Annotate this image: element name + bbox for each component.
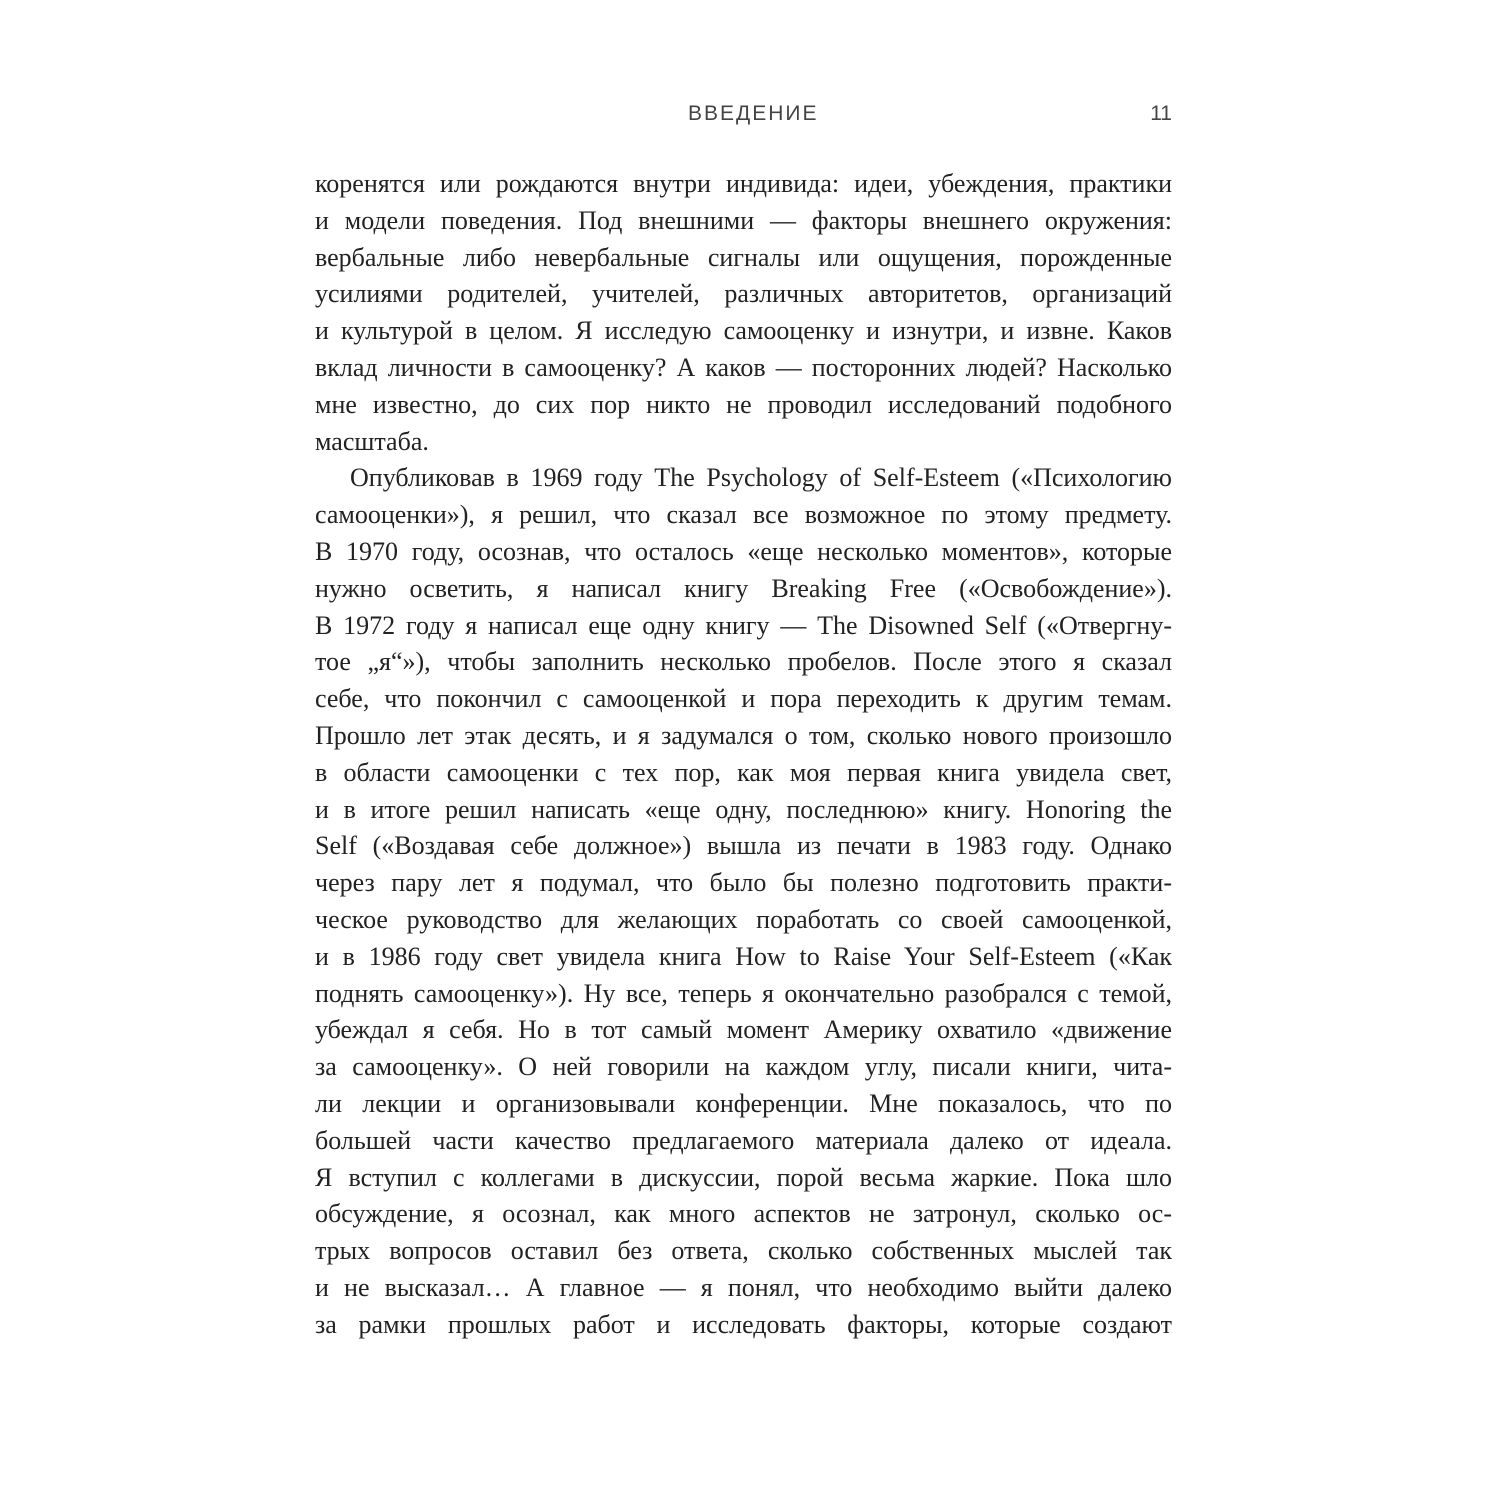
text-line: В 1970 году, осознав, что осталось «еще несколько моментов», которые xyxy=(315,536,1172,566)
text-line: Прошло лет этак десять, и я задумался о том, сколько нового произошло xyxy=(315,720,1172,750)
text-line: трых вопросов оставил без ответа, сколько собственных мыслей так xyxy=(315,1236,1172,1266)
text-line: обсуждение, я осознал, как много аспектов не затронул, сколько ос- xyxy=(315,1199,1172,1229)
text-line: себе, что покончил с самооценкой и пора переходить к другим темам. xyxy=(315,684,1172,714)
text-line: Опубликовав в 1969 году The Psychology of Self-Esteem («Психологию xyxy=(350,463,1172,493)
text-line: в области самооценки с тех пор, как моя первая книга увидела свет, xyxy=(315,757,1172,787)
text-line: вклад личности в самооценку? А каков — посторонних людей? Насколько xyxy=(315,352,1172,382)
text-line: ли лекции и организовывали конференции. Мне показалось, что по xyxy=(315,1088,1172,1118)
text-line: и в 1986 году свет увидела книга How to Raise Your Self-Esteem («Как xyxy=(315,941,1172,971)
text-line: Я вступил с коллегами в дискуссии, порой весьма жаркие. Пока шло xyxy=(315,1162,1172,1192)
text-line: и культурой в целом. Я исследую самооценку и изнутри, и извне. Каков xyxy=(315,316,1172,346)
page-number: 11 xyxy=(1150,102,1172,125)
text-line: через пару лет я подумал, что было бы полезно подготовить практи- xyxy=(315,868,1172,898)
text-line: тое „я“»), чтобы заполнить несколько пробелов. После этого я сказал xyxy=(315,647,1172,677)
text-line: вербальные либо невербальные сигналы или ощущения, порожденные xyxy=(315,242,1172,272)
body-text xyxy=(315,166,1172,1344)
text-line: и не высказал… А главное — я понял, что необходимо выйти далеко xyxy=(315,1272,1172,1302)
text-line: ческое руководство для желающих поработать со своей самооценкой, xyxy=(315,904,1172,934)
text-line: Self («Воздавая себе должное») вышла из печати в 1983 году. Однако xyxy=(315,831,1172,861)
text-line: нужно осветить, я написал книгу Breaking Free («Освобождение»). xyxy=(315,573,1172,603)
running-title: ВВЕДЕНИЕ xyxy=(688,102,819,125)
text-line: коренятся или рождаются внутри индивида: идеи, убеждения, практики xyxy=(315,169,1172,198)
text-line: самооценки»), я решил, что сказал все возможное по этому предмету. xyxy=(315,500,1172,530)
text-line: убеждал я себя. Но в тот самый момент Америку охватило «движение xyxy=(315,1015,1172,1045)
text-line: за самооценку». О ней говорили на каждом углу, писали книги, чита- xyxy=(315,1052,1172,1082)
text-line: В 1972 году я написал еще одну книгу — The Disowned Self («Отвергну- xyxy=(315,610,1172,640)
text-line: за рамки прошлых работ и исследовать факторы, которые создают xyxy=(315,1309,1172,1339)
text-line: усилиями родителей, учителей, различных авторитетов, организаций xyxy=(315,279,1172,309)
text-line: масштаба. xyxy=(315,426,429,456)
text-line: и модели поведения. Под внешними — факторы внешнего окружения: xyxy=(315,205,1172,235)
text-line: и в итоге решил написать «еще одну, последнюю» книгу. Honoring the xyxy=(315,794,1172,824)
text-line: поднять самооценку»). Ну все, теперь я окончательно разобрался с темой, xyxy=(315,978,1172,1008)
text-line: мне известно, до сих пор никто не проводил исследований подобного xyxy=(315,389,1172,419)
text-line: большей части качество предлагаемого материала далеко от идеала. xyxy=(315,1125,1172,1155)
